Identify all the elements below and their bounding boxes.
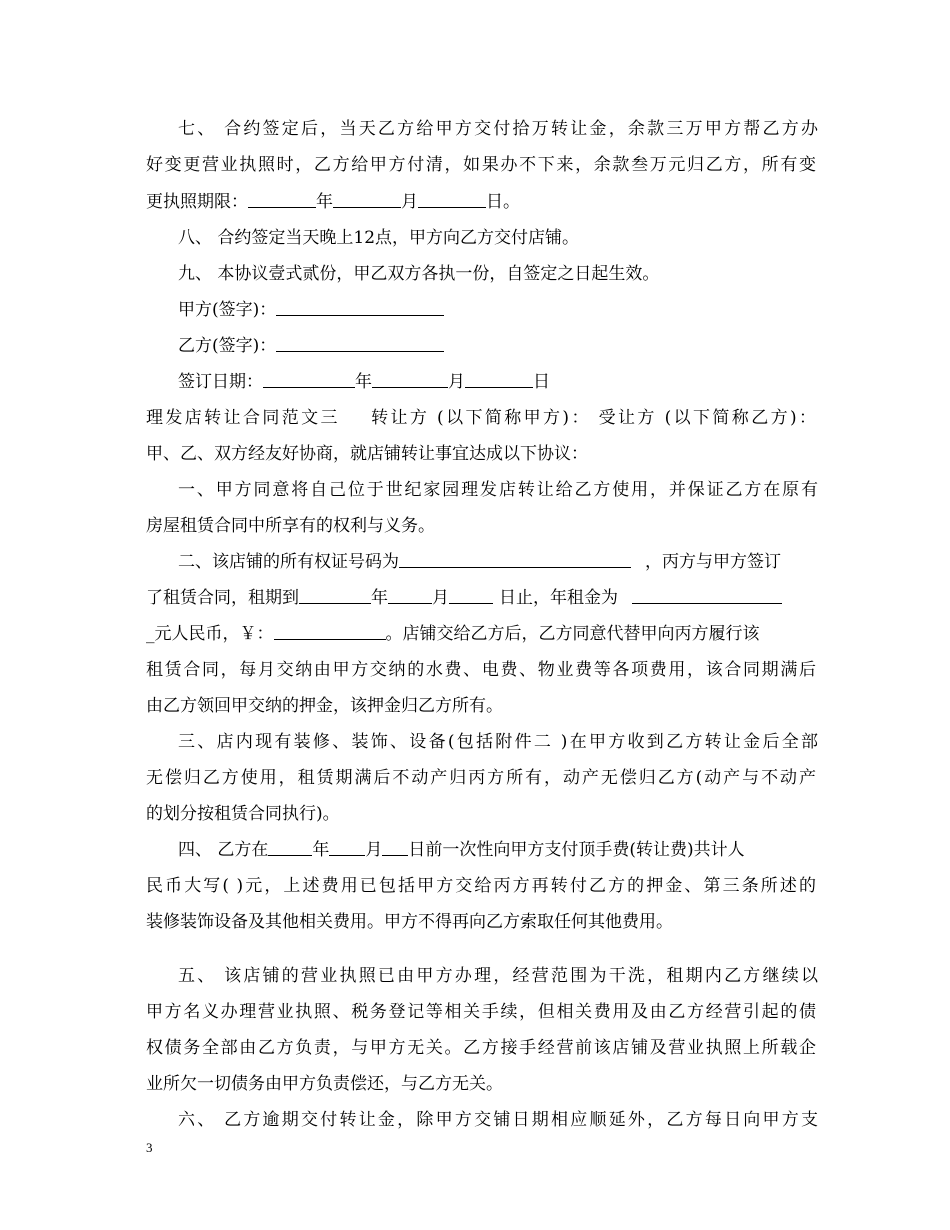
party-a-signature-line xyxy=(178,298,818,322)
payment-date-label: 四、 乙方在 xyxy=(178,840,269,860)
clause-5-line-2: 甲方名义办理营业执照、税务登记等相关手续，但相关费用及由乙方经营引起的债 xyxy=(146,1002,816,1022)
sign-year-blank xyxy=(263,371,355,388)
clause-2-line-5: 由乙方领回甲交纳的押金，该押金归乙方所有。 xyxy=(146,696,503,716)
clause-5-line-3: 权债务全部由乙方负责，与甲方无关。乙方接手经营前该店铺及营业执照上所载企 xyxy=(146,1038,816,1058)
clause-2-line-3 xyxy=(146,622,816,646)
party-b-signature-blank xyxy=(276,335,444,352)
rmb-amount-blank xyxy=(274,623,386,640)
clause-4-line-2: 民币大写( )元，上述费用已包括甲方交给丙方再转付乙方的押金、第三条所述的 xyxy=(146,876,816,896)
clause-4-line-1 xyxy=(178,838,818,862)
payment-month-label: 月 xyxy=(365,840,383,860)
payment-year-blank xyxy=(268,839,312,856)
party-b-signature-line xyxy=(178,334,818,358)
intro-line: 甲、乙、双方经友好协商，就店铺转让事宜达成以下协议： xyxy=(146,444,588,464)
certificate-number-label: 二、该店铺的所有权证号码为 xyxy=(178,552,399,572)
year-blank xyxy=(248,191,316,208)
annual-rent-blank xyxy=(632,587,782,604)
clause-1-line-2: 房屋租赁合同中所享有的权利与义务。 xyxy=(146,516,435,536)
lease-term-label: 了租赁合同，租期到 xyxy=(146,588,299,608)
lease-year-label: 年 xyxy=(371,588,388,608)
day-label: 日。 xyxy=(486,192,520,212)
clause-7-line-2: 好变更营业执照时，乙方给甲方付清，如果办不下来，余款叁万元归乙方，所有变 xyxy=(146,155,816,175)
contract-title-line: 理发店转让合同范文三 转让方 (以下简称甲方)： 受让方 (以下简称乙方)： xyxy=(146,408,816,428)
clause-7-line-3 xyxy=(146,190,816,214)
clause-7-line-1: 七、 合约签定后，当天乙方给甲方交付拾万转让金，余款三万甲方帮乙方办 xyxy=(178,119,818,139)
certificate-number-blank xyxy=(399,551,631,568)
clause-3-line-1: 三、店内现有装修、装饰、设备(包括附件二 )在甲方收到乙方转让金后全部 xyxy=(178,732,818,752)
deadline-label: 更执照期限： xyxy=(146,192,248,212)
payment-month-blank xyxy=(329,839,365,856)
sign-date-label: 签订日期： xyxy=(178,372,263,392)
month-blank xyxy=(333,191,401,208)
page-number: 3 xyxy=(146,1140,153,1155)
clause-1-line-1: 一、甲方同意将自己位于世纪家园理发店转让给乙方使用，并保证乙方在原有 xyxy=(178,480,818,500)
day-blank xyxy=(418,191,486,208)
clause-6-line-1: 六、 乙方逾期交付转让金，除甲方交铺日期相应顺延外，乙方每日向甲方支 xyxy=(178,1110,818,1130)
clause-9: 九、 本协议壹式贰份，甲乙双方各执一份，自签定之日起生效。 xyxy=(178,264,660,284)
clause-5-line-1: 五、 该店铺的营业执照已由甲方办理，经营范围为干洗，租期内乙方继续以 xyxy=(178,966,818,986)
clause-3-line-2: 无偿归乙方使用，租赁期满后不动产归丙方所有，动产无偿归乙方(动产与不动产 xyxy=(146,768,816,788)
sign-month-blank xyxy=(372,371,448,388)
annual-rent-label: 日止，年租金为 xyxy=(499,588,618,608)
clause-3-line-3: 的划分按租赁合同执行)。 xyxy=(146,804,340,824)
clause-4-line-1-tail: 日前一次性向甲方支付顶手费(转让费)共计人 xyxy=(408,840,745,860)
clause-2-line-2 xyxy=(146,586,816,610)
year-label: 年 xyxy=(316,192,333,212)
lease-day-blank xyxy=(449,587,493,604)
clause-5-line-4: 业所欠一切债务由甲方负责偿还，与乙方无关。 xyxy=(146,1074,503,1094)
clause-8: 八、 合约签定当天晚上12点，甲方向乙方交付店铺。 xyxy=(178,228,580,248)
clause-2-line-1 xyxy=(178,550,818,574)
clause-4-line-3: 装修装饰设备及其他相关费用。甲方不得再向乙方索取任何其他费用。 xyxy=(146,912,673,932)
sign-date-line xyxy=(178,370,818,394)
payment-year-label: 年 xyxy=(312,840,330,860)
rmb-amount-label: _元人民币，￥： xyxy=(146,624,274,644)
sign-day-label: 日 xyxy=(533,372,550,392)
party-b-signature-label: 乙方(签字)： xyxy=(178,336,277,356)
clause-2-line-4: 租赁合同，每月交纳由甲方交纳的水费、电费、物业费等各项费用，该合同期满后 xyxy=(146,660,816,680)
party-a-signature-label: 甲方(签字)： xyxy=(178,300,277,320)
payment-day-blank xyxy=(382,839,408,856)
lease-month-label: 月 xyxy=(432,588,449,608)
sign-month-label: 月 xyxy=(448,372,465,392)
party-a-signature-blank xyxy=(276,299,444,316)
clause-2-line-3-tail: 。店铺交给乙方后，乙方同意代替甲向丙方履行该 xyxy=(385,624,760,644)
lease-month-blank xyxy=(388,587,432,604)
month-label: 月 xyxy=(401,192,418,212)
lease-year-blank xyxy=(299,587,371,604)
clause-2-line-1-tail: ，丙方与甲方签订 xyxy=(645,552,781,572)
sign-day-blank xyxy=(465,371,533,388)
sign-year-label: 年 xyxy=(355,372,372,392)
